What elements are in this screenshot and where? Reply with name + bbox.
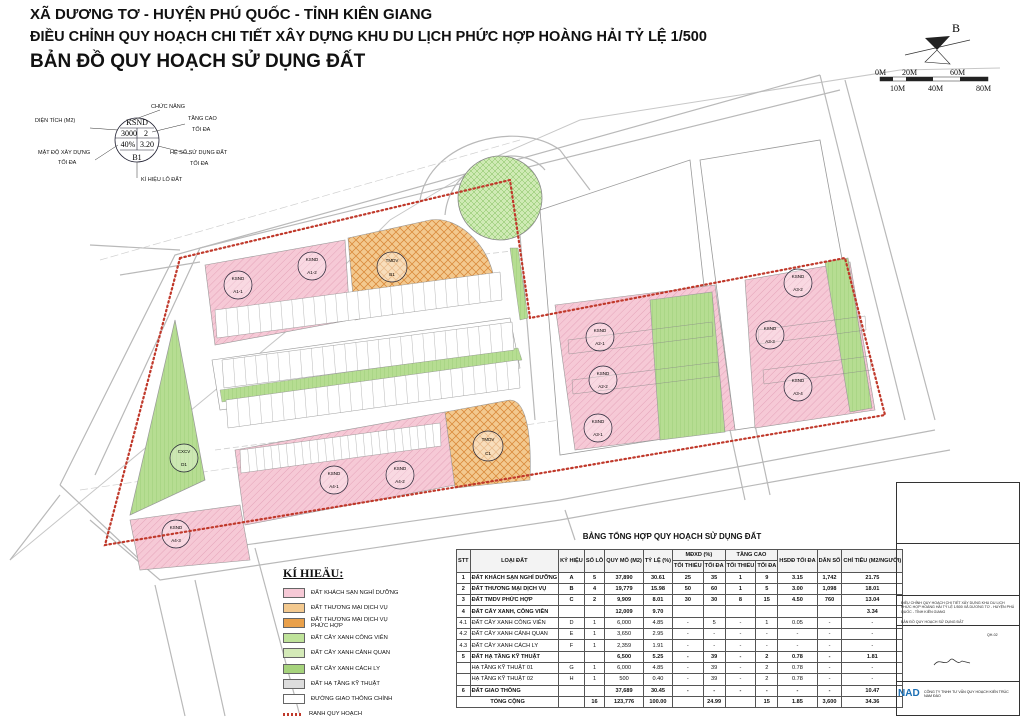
land-use-summary-table (456, 532, 903, 708)
table-cell: 4.1 (457, 617, 471, 628)
table-cell: 5 (584, 572, 604, 583)
table-cell: 2 (756, 662, 778, 673)
legend-label: ĐƯỜNG GIAO THÔNG CHÍNH (311, 695, 393, 702)
table-cell: 37,890 (605, 572, 644, 583)
lot-label-a1-2 (298, 252, 326, 280)
col-mdxd-min: TỐI THIỂU (673, 561, 704, 572)
col-type: LOẠI ĐẤT (470, 550, 559, 573)
map-title-drawing: BẢN ĐỒ QUY HOẠCH SỬ DỤNG ĐẤT (30, 51, 366, 72)
table-cell: 5.25 (643, 651, 672, 662)
svg-text:A3-3: A3-3 (765, 339, 775, 344)
company-name: CÔNG TY TNHH TƯ VẤN QUY HOẠCH KIẾN TRÚC NAM ĐÀO (924, 690, 1009, 698)
legend-item (283, 691, 403, 706)
table-cell: 37,689 (605, 685, 644, 696)
lot-label-a4-2 (386, 461, 414, 489)
table-cell: 2.95 (643, 629, 672, 640)
table-cell: 0.40 (643, 674, 672, 685)
table-cell: ĐẤT CÂY XANH CÁCH LY (470, 640, 559, 651)
table-cell: 13.04 (842, 595, 903, 606)
table-cell: 1 (584, 662, 604, 673)
key-label-area: DIỆN TÍCH (M2) (35, 118, 76, 124)
scale-bar (880, 77, 988, 81)
map-legend (283, 566, 403, 722)
scale-label-60m: 60M (950, 68, 966, 77)
table-cell (756, 606, 778, 617)
table-cell: 4.3 (457, 640, 471, 651)
table-cell: 21.75 (842, 572, 903, 583)
table-cell: 4.85 (643, 617, 672, 628)
table-cell (725, 606, 756, 617)
table-cell: 1,098 (817, 583, 842, 594)
total-lots: 16 (584, 696, 604, 707)
svg-text:KSND: KSND (791, 378, 805, 383)
table-cell: 39 (703, 674, 725, 685)
table-cell: - (756, 629, 778, 640)
legend-item (283, 631, 403, 646)
table-cell (584, 651, 604, 662)
lot-label-a2-1 (586, 323, 614, 351)
table-cell: 6,500 (605, 651, 644, 662)
table-cell: 1 (584, 674, 604, 685)
svg-text:KSND: KSND (791, 274, 805, 279)
table-cell: 4 (457, 606, 471, 617)
table-cell: - (725, 674, 756, 685)
table-row (457, 572, 903, 583)
title-block-note: ĐIỀU CHỈNH QUY HOẠCH CHI TIẾT XÂY DỰNG KHU DU LỊCH PHỨC HỢP HOÀNG HẢI TỶ LỆ 1/500 XÃ DƯƠNG TƠ - HUYỆN PHÚ QUỐC - TỈNH KIÊN GIANG (901, 601, 1015, 614)
svg-text:KSND: KSND (596, 371, 610, 376)
table-cell: - (725, 629, 756, 640)
north-arrow (905, 21, 970, 64)
table-cell: 4.85 (643, 662, 672, 673)
table-cell: 9.70 (643, 606, 672, 617)
lot-label-a3-2 (784, 269, 812, 297)
lot-label-a1-1 (224, 271, 252, 299)
legend-item (283, 661, 403, 676)
svg-text:40%: 40% (120, 140, 136, 149)
table-cell: 6,000 (605, 617, 644, 628)
lot-label-a3-3 (756, 321, 784, 349)
table-cell: 5 (703, 617, 725, 628)
signature-icon (932, 655, 972, 669)
lot-label-a3-1 (584, 414, 612, 442)
legend-item (283, 707, 403, 722)
table-cell: 2 (584, 595, 604, 606)
col-symbol: KÝ HIỆU (559, 550, 585, 573)
table-cell: - (725, 617, 756, 628)
table-cell: - (778, 640, 817, 651)
table-cell: 3,650 (605, 629, 644, 640)
legend-item (283, 615, 403, 630)
table-cell: 1 (584, 629, 604, 640)
table-cell: - (673, 651, 704, 662)
svg-text:KSND: KSND (169, 525, 183, 530)
table-cell: 2,359 (605, 640, 644, 651)
svg-text:3000: 3000 (121, 129, 137, 138)
table-cell: - (778, 629, 817, 640)
col-lots: SỐ LÔ (584, 550, 604, 573)
table-cell: 2 (756, 674, 778, 685)
table-cell: 30.61 (643, 572, 672, 583)
table-cell: - (703, 685, 725, 696)
table-cell: - (673, 617, 704, 628)
table-cell: - (842, 674, 903, 685)
lot-label-a3-4 (784, 373, 812, 401)
scale-label-40m: 40M (928, 84, 944, 93)
table-cell: - (817, 617, 842, 628)
table-cell: 3.34 (842, 606, 903, 617)
table-cell: 0.78 (778, 651, 817, 662)
table-cell: - (673, 662, 704, 673)
legend-label: ĐẤT CÂY XANH CẢNH QUAN (311, 650, 391, 657)
land-parcels (130, 140, 875, 570)
table-cell: - (817, 629, 842, 640)
total-mdxd: 24.99 (703, 696, 725, 707)
svg-text:A4-3: A4-3 (171, 538, 181, 543)
svg-text:KSND: KSND (593, 328, 607, 333)
table-cell: - (842, 640, 903, 651)
table-cell (559, 651, 585, 662)
table-cell: HẠ TẦNG KỸ THUẬT 02 (470, 674, 559, 685)
table-cell (559, 606, 585, 617)
svg-text:A2-2: A2-2 (598, 384, 608, 389)
svg-text:A1-1: A1-1 (233, 289, 243, 294)
svg-text:3.20: 3.20 (140, 140, 154, 149)
key-label-floors-max: TỐI ĐA (192, 127, 211, 133)
table-cell: 1 (725, 572, 756, 583)
table-row (457, 674, 903, 685)
col-ratio: TỶ LỆ (%) (643, 550, 672, 573)
key-label-function: CHỨC NĂNG (151, 104, 186, 110)
table-cell: - (842, 629, 903, 640)
title-block-code: QH-02 (987, 633, 998, 637)
legend-swatch (283, 713, 303, 716)
legend-label: ĐẤT THƯƠNG MẠI DỊCH VỤ PHỨC HỢP (311, 616, 388, 629)
table-cell (584, 685, 604, 696)
svg-text:KSND: KSND (231, 276, 245, 281)
svg-text:A3-4: A3-4 (793, 391, 803, 396)
table-caption: BẢNG TỔNG HỢP QUY HOẠCH SỬ DỤNG ĐẤT (582, 532, 762, 541)
key-label-floors: TẦNG CAO (188, 116, 217, 122)
col-tang-max: TỐI ĐA (756, 561, 778, 572)
table-cell: 6,000 (605, 662, 644, 673)
table-cell: 39 (703, 651, 725, 662)
table-cell: 4.2 (457, 629, 471, 640)
table-cell: - (778, 685, 817, 696)
table-cell: ĐẤT GIAO THÔNG (470, 685, 559, 696)
table-cell (457, 662, 471, 673)
table-cell: 8.01 (643, 595, 672, 606)
legend-item (283, 585, 403, 600)
table-cell (584, 606, 604, 617)
col-area: QUY MÔ (M2) (605, 550, 644, 573)
legend-item (283, 646, 403, 661)
svg-text:KSND: KSND (327, 471, 341, 476)
table-cell: F (559, 640, 585, 651)
table-cell: C (559, 595, 585, 606)
lot-label-a4-1 (320, 466, 348, 494)
table-cell: 60 (703, 583, 725, 594)
legend-item (283, 676, 403, 691)
table-row (457, 640, 903, 651)
table-cell: 18.01 (842, 583, 903, 594)
table-cell: 30 (673, 595, 704, 606)
table-cell: 50 (673, 583, 704, 594)
table-cell: 4.50 (778, 595, 817, 606)
legend-swatch (283, 603, 305, 613)
table-cell: - (673, 685, 704, 696)
table-cell (817, 606, 842, 617)
table-cell: 30 (703, 595, 725, 606)
table-cell: B (559, 583, 585, 594)
title-block-drawing: BẢN ĐỒ QUY HOẠCH SỬ DỤNG ĐẤT (901, 620, 964, 624)
table-cell: 5 (457, 651, 471, 662)
table-cell: ĐẤT HẠ TẦNG KỸ THUẬT (470, 651, 559, 662)
table-cell: 760 (817, 595, 842, 606)
table-cell: - (817, 640, 842, 651)
table-cell: - (703, 629, 725, 640)
col-pop: DÂN SỐ (817, 550, 842, 573)
table-cell: - (756, 685, 778, 696)
table-cell: 1 (756, 617, 778, 628)
svg-text:KSND: KSND (126, 118, 148, 127)
table-cell: ĐẤT KHÁCH SẠN NGHỈ DƯỠNG (470, 572, 559, 583)
svg-text:A3-1: A3-1 (593, 432, 603, 437)
table-total-row (457, 696, 903, 707)
lot-label-d1 (170, 444, 198, 472)
table-cell: 30.45 (643, 685, 672, 696)
legend-swatch (283, 618, 305, 628)
table-cell (703, 606, 725, 617)
total-label: TỔNG CỘNG (457, 696, 559, 707)
svg-text:A3-2: A3-2 (793, 287, 803, 292)
table-cell: 500 (605, 674, 644, 685)
table-cell (673, 606, 704, 617)
svg-text:D1: D1 (181, 462, 187, 467)
map-title-project: ĐIỀU CHỈNH QUY HOẠCH CHI TIẾT XÂY DỰNG KHU DU LỊCH PHỨC HỢP HOÀNG HẢI TỶ LỆ 1/500 (30, 29, 707, 45)
col-hsdd: HSDĐ TỐI ĐA (778, 550, 817, 573)
col-ind: CHỈ TIÊU (M2/NGƯỜI) (842, 550, 903, 573)
legend-swatch (283, 664, 305, 674)
legend-item (283, 600, 403, 615)
table-cell: - (703, 640, 725, 651)
svg-text:A2-1: A2-1 (595, 341, 605, 346)
legend-label: RANH QUY HOẠCH (309, 711, 363, 718)
svg-text:A4-1: A4-1 (329, 484, 339, 489)
lot-label-b1 (377, 252, 407, 282)
table-cell: - (673, 640, 704, 651)
key-label-density: MẬT ĐỘ XÂY DỰNG (38, 150, 91, 156)
col-tang-min: TỐI THIỂU (725, 561, 756, 572)
table-cell: - (725, 685, 756, 696)
table-cell: ĐẤT THƯƠNG MẠI DỊCH VỤ (470, 583, 559, 594)
table-row (457, 662, 903, 673)
table-cell: 35 (703, 572, 725, 583)
table-cell: 1 (457, 572, 471, 583)
title-block (896, 482, 1020, 716)
scale-label-0m: 0M (875, 68, 887, 77)
company-logo: NAD (898, 688, 920, 699)
total-hsdd: 1.85 (778, 696, 817, 707)
table-cell: - (842, 662, 903, 673)
lot-label-a2-2 (589, 366, 617, 394)
total-area: 123,776 (605, 696, 644, 707)
svg-text:KSND: KSND (305, 257, 319, 262)
scale-label-80m: 80M (976, 84, 992, 93)
table-cell: - (725, 651, 756, 662)
table-cell: G (559, 662, 585, 673)
table-cell: 1.91 (643, 640, 672, 651)
table-row (457, 651, 903, 662)
table-cell: 15 (756, 595, 778, 606)
table-cell: - (673, 674, 704, 685)
legend-label: ĐẤT CÂY XANH CÁCH LY (311, 665, 380, 672)
table-cell: ĐẤT CÂY XANH, CÔNG VIÊN (470, 606, 559, 617)
svg-text:CXCV: CXCV (177, 449, 191, 454)
table-cell: 1 (584, 617, 604, 628)
table-cell: - (817, 651, 842, 662)
key-label-density-max: TỐI ĐA (58, 160, 77, 166)
scale-label-20m: 20M (902, 68, 918, 77)
legend-swatch (283, 648, 305, 658)
legend-swatch (283, 694, 305, 704)
svg-text:KSND: KSND (591, 419, 605, 424)
table-cell: 0.78 (778, 674, 817, 685)
svg-text:C1: C1 (485, 451, 491, 456)
table-cell: - (673, 629, 704, 640)
key-label-far: HỆ SỐ SỬ DỤNG ĐẤT (170, 150, 228, 156)
key-label-lot: KÍ HIỆU LÔ ĐẤT (141, 177, 183, 183)
table-cell: 0.05 (778, 617, 817, 628)
table-cell: 2 (457, 583, 471, 594)
table-cell: E (559, 629, 585, 640)
legend-swatch (283, 633, 305, 643)
table-cell: - (817, 662, 842, 673)
table-cell: 3.15 (778, 572, 817, 583)
table-cell: H (559, 674, 585, 685)
table-cell: - (817, 674, 842, 685)
table-cell: - (725, 640, 756, 651)
table-cell: 9 (756, 572, 778, 583)
table-cell: 4 (584, 583, 604, 594)
table-cell: 9,909 (605, 595, 644, 606)
table-row (457, 617, 903, 628)
svg-text:KSND: KSND (393, 466, 407, 471)
table-cell: - (842, 617, 903, 628)
col-tang: TẦNG CAO (725, 550, 778, 561)
table-cell: 1.81 (842, 651, 903, 662)
svg-text:2: 2 (144, 129, 148, 138)
table-cell: 12,009 (605, 606, 644, 617)
total-ind: 34.36 (842, 696, 903, 707)
table-cell: 5 (756, 583, 778, 594)
table-cell: 10.47 (842, 685, 903, 696)
lot-label-c1 (473, 431, 503, 461)
table-cell: 19,779 (605, 583, 644, 594)
table-cell: A (559, 572, 585, 583)
legend-label: ĐẤT CÂY XANH CÔNG VIÊN (311, 635, 388, 642)
legend-swatch (283, 588, 305, 598)
svg-text:B1: B1 (132, 153, 142, 162)
svg-text:B1: B1 (389, 272, 395, 277)
table-cell: ĐẤT CÂY XANH CÔNG VIÊN (470, 617, 559, 628)
table-cell: 15.98 (643, 583, 672, 594)
table-cell: 8 (725, 595, 756, 606)
table-cell: 25 (673, 572, 704, 583)
legend-label: ĐẤT HẠ TẦNG KỸ THUẬT (311, 680, 380, 687)
legend-label: ĐẤT THƯƠNG MẠI DỊCH VỤ (311, 604, 388, 611)
table-cell: 39 (703, 662, 725, 673)
table-cell (559, 685, 585, 696)
table-row (457, 685, 903, 696)
map-title-location: XÃ DƯƠNG TƠ - HUYỆN PHÚ QUỐC - TỈNH KIÊN GIANG (30, 6, 433, 23)
table-row (457, 595, 903, 606)
table-cell: HẠ TẦNG KỸ THUẬT 01 (470, 662, 559, 673)
svg-text:KSND: KSND (763, 326, 777, 331)
col-mdxd-max: TỐI ĐA (703, 561, 725, 572)
table-cell: 1 (584, 640, 604, 651)
table-cell (457, 674, 471, 685)
table-row (457, 606, 903, 617)
table-cell (778, 606, 817, 617)
table-cell: - (725, 662, 756, 673)
table-cell: - (817, 685, 842, 696)
table-row (457, 629, 903, 640)
table-cell: 6 (457, 685, 471, 696)
table-cell: 1,742 (817, 572, 842, 583)
svg-text:TMDV: TMDV (481, 437, 495, 442)
legend-label: ĐẤT KHÁCH SẠN NGHỈ DƯỠNG (311, 589, 399, 596)
table-cell: 0.78 (778, 662, 817, 673)
table-cell: ĐẤT CÂY XANH CẢNH QUAN (470, 629, 559, 640)
lot-key-diagram (90, 110, 190, 178)
table-cell: D (559, 617, 585, 628)
col-stt: STT (457, 550, 471, 573)
svg-text:B: B (952, 21, 961, 35)
table-cell: 3 (457, 595, 471, 606)
total-ratio: 100.00 (643, 696, 672, 707)
table-cell: - (756, 640, 778, 651)
scale-label-10m: 10M (890, 84, 906, 93)
svg-text:A1-2: A1-2 (307, 270, 317, 275)
total-pop: 3,600 (817, 696, 842, 707)
table-cell: 1 (725, 583, 756, 594)
table-cell: 3.00 (778, 583, 817, 594)
svg-text:TMDV: TMDV (385, 258, 399, 263)
col-mdxd: MĐXD (%) (673, 550, 726, 561)
key-label-far-max: TỐI ĐA (190, 161, 209, 167)
table-cell: 2 (756, 651, 778, 662)
legend-heading: KÍ HIEÄU: (283, 566, 344, 580)
total-tang: 15 (756, 696, 778, 707)
svg-text:A4-2: A4-2 (395, 479, 405, 484)
table-row (457, 583, 903, 594)
table-cell: ĐẤT TMDV PHỨC HỢP (470, 595, 559, 606)
legend-swatch (283, 679, 305, 689)
